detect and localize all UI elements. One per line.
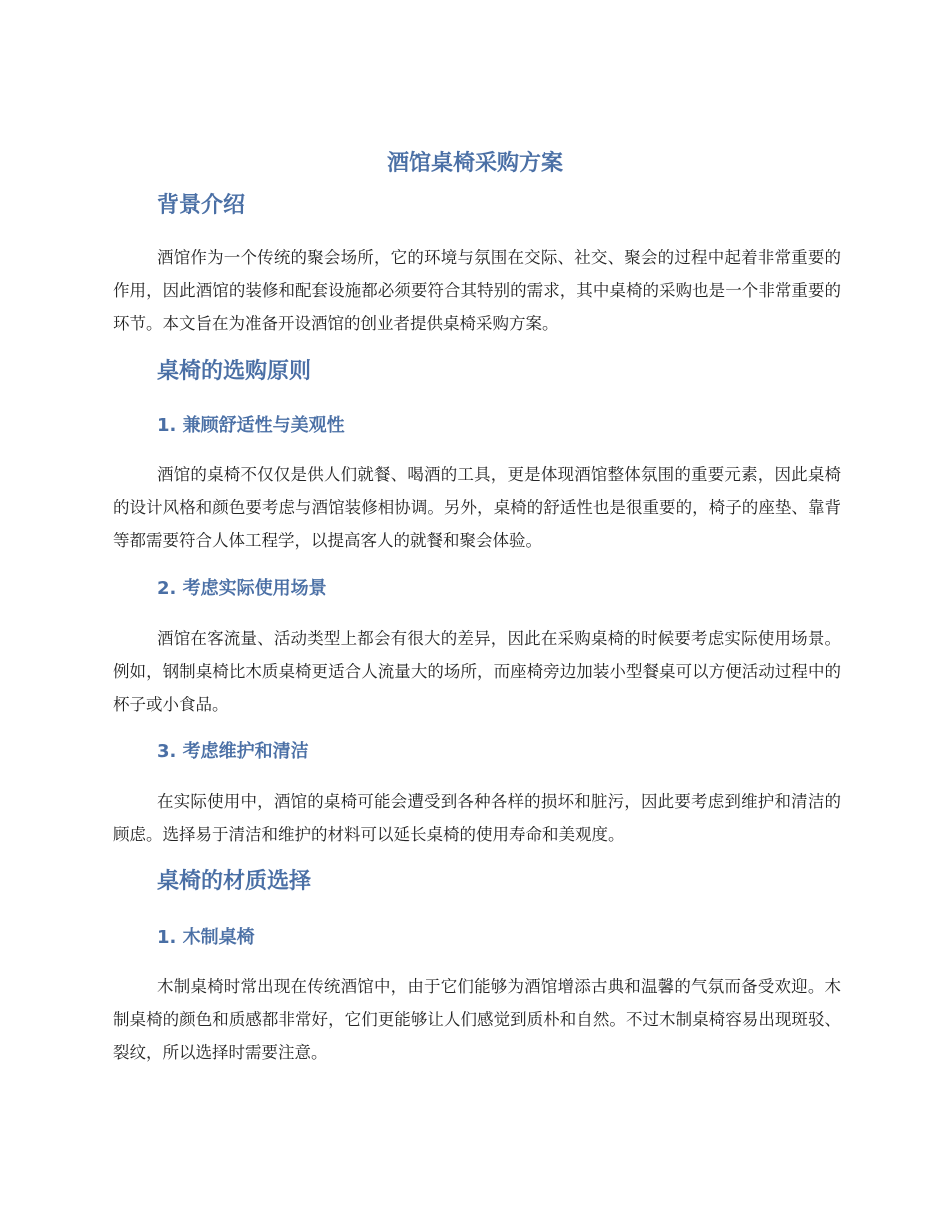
section-heading-background: 背景介绍 — [157, 193, 246, 218]
page-title: 酒馆桌椅采购方案 — [386, 151, 563, 176]
subsection-heading-comfort: 1. 兼顾舒适性与美观性 — [157, 415, 345, 436]
paragraph-background: 酒馆作为一个传统的聚会场所，它的环境与氛围在交际、社交、聚会的过程中起着非常重要的作用，因此酒馆的装修和配套设施都必须要符合其特别的需求，其中桌椅的采购也是一个非常重要的环节。本文旨在为准备开设酒馆的创业者提供桌椅采购方案。 — [113, 248, 841, 333]
paragraph-wooden: 木制桌椅时常出现在传统酒馆中，由于它们能够为酒馆增添古典和温馨的气氛而备受欢迎。木制桌椅的颜色和质感都非常好，它们更能够让人们感觉到质朴和自然。不过木制桌椅容易出现斑驳、裂纹，所以选择时需要注意。 — [113, 977, 841, 1062]
subsection-heading-usage-scenario: 2. 考虑实际使用场景 — [157, 578, 327, 599]
paragraph-comfort: 酒馆的桌椅不仅仅是供人们就餐、喝酒的工具，更是体现酒馆整体氛围的重要元素，因此桌椅的设计风格和颜色要考虑与酒馆装修相协调。另外，桌椅的舒适性也是很重要的，椅子的座垫、靠背等都需要符合人体工程学，以提高客人的就餐和聚会体验。 — [113, 465, 841, 550]
paragraph-usage-scenario: 酒馆在客流量、活动类型上都会有很大的差异，因此在采购桌椅的时候要考虑实际使用场景。例如，钢制桌椅比木质桌椅更适合人流量大的场所，而座椅旁边加装小型餐桌可以方便活动过程中的杯子或小食品。 — [113, 629, 841, 714]
paragraph-maintenance: 在实际使用中，酒馆的桌椅可能会遭受到各种各样的损坏和脏污，因此要考虑到维护和清洁的顾虑。选择易于清洁和维护的材料可以延长桌椅的使用寿命和美观度。 — [113, 792, 841, 844]
subsection-heading-maintenance: 3. 考虑维护和清洁 — [157, 741, 309, 762]
subsection-heading-wooden: 1. 木制桌椅 — [157, 927, 255, 948]
section-heading-principles: 桌椅的选购原则 — [157, 359, 312, 384]
section-heading-materials: 桌椅的材质选择 — [157, 869, 312, 894]
